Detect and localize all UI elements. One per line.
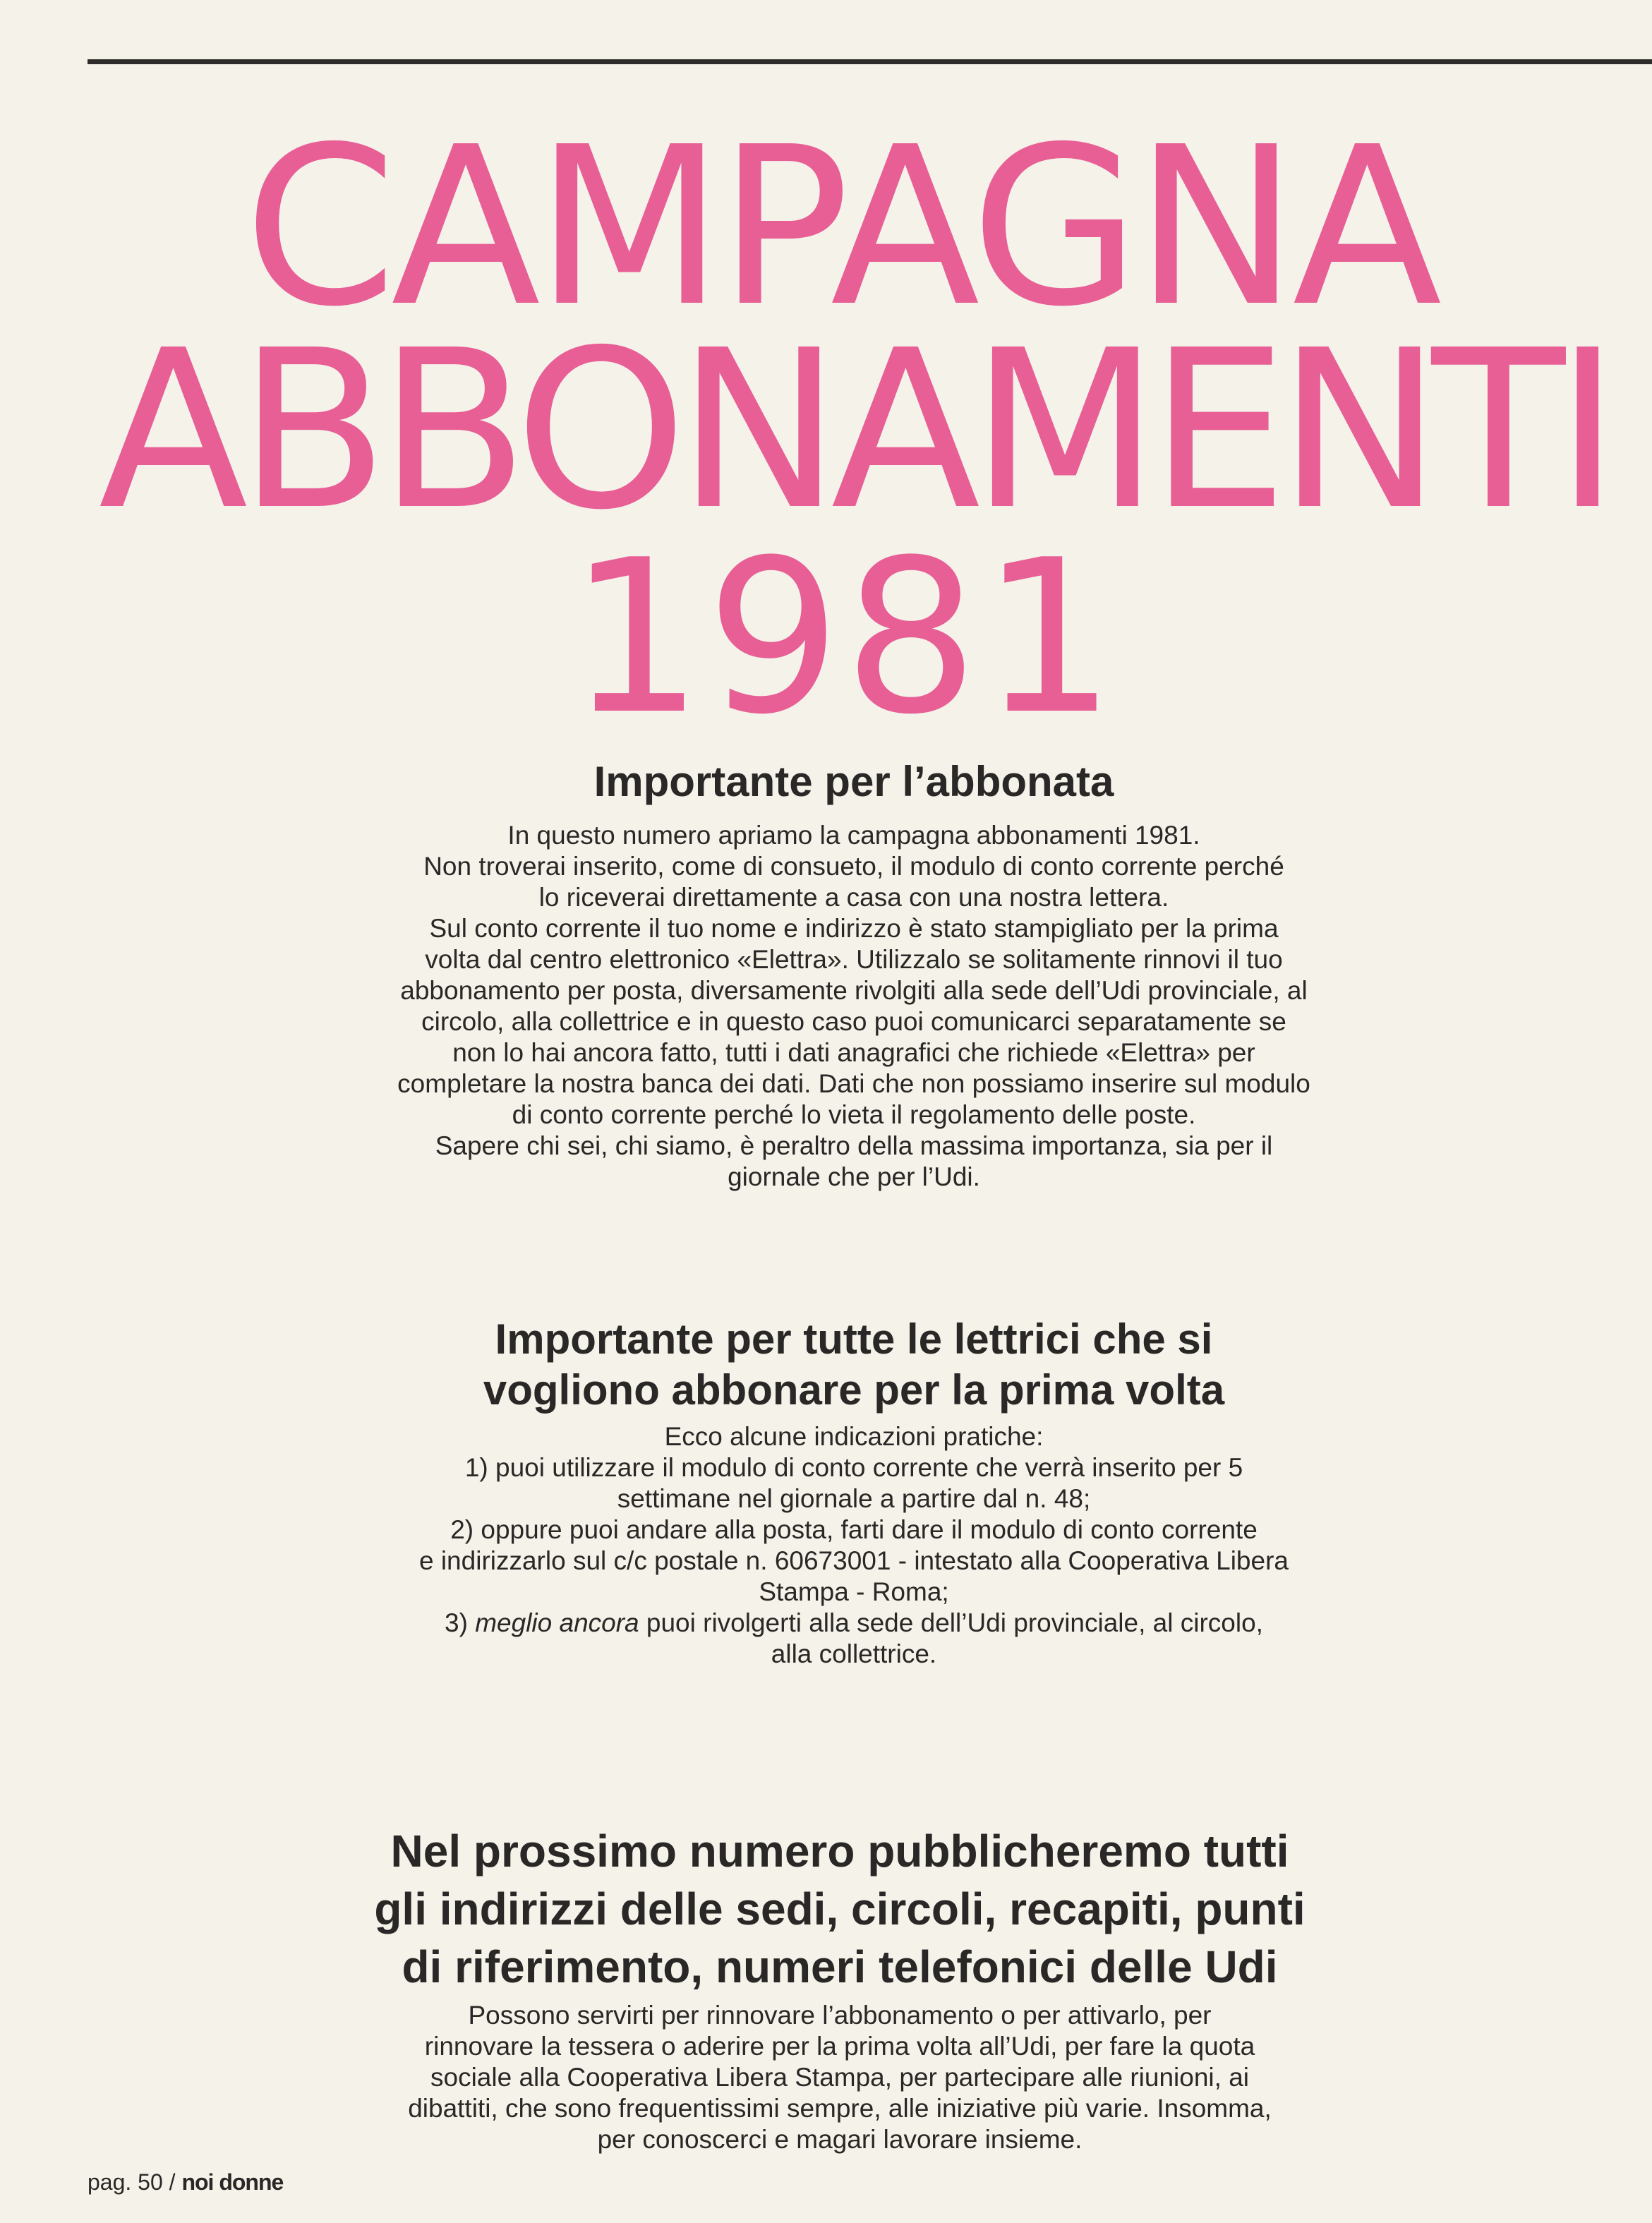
list-item-3-cont: alla collettrice. xyxy=(771,1639,937,1668)
section-prossimo-numero-heading xyxy=(268,1822,1411,1996)
heading-line: gli indirizzi delle sedi, circoli, recapiti, punti xyxy=(374,1884,1306,1934)
text-line: completare la nostra banca dei dati. Dati che non possiamo inserire sul modulo xyxy=(397,1069,1310,1098)
list-item-3 xyxy=(310,1608,1397,1639)
heading-line: vogliono abbonare per la prima volta xyxy=(483,1366,1225,1414)
text-line: circolo, alla collettrice e in questo caso puoi comunicarci separatamente se xyxy=(421,1007,1286,1036)
text-line: rinnovare la tessera o aderire per la prima volta all’Udi, per fare la quota xyxy=(424,2032,1255,2061)
section-prossimo-numero xyxy=(268,1822,1411,2155)
text-line: Sul conto corrente il tuo nome e indirizzo è stato stampigliato per la prima xyxy=(429,914,1279,943)
heading-line: di riferimento, numeri telefonici delle Udi xyxy=(402,1941,1278,1992)
section-abbonata-body xyxy=(310,820,1397,1193)
list-item-3-number: 3) xyxy=(445,1608,476,1637)
text-line: sociale alla Cooperativa Libera Stampa, per partecipare alle riunioni, ai xyxy=(430,2063,1249,2092)
instructions-intro: Ecco alcune indicazioni pratiche: xyxy=(664,1422,1044,1451)
text-line: volta dal centro elettronico «Elettra». Utilizzalo se solitamente rinnovi il tuo xyxy=(425,945,1283,974)
headline-campagna: CAMPAGNA xyxy=(243,100,1437,355)
text-line: di conto corrente perché lo vieta il regolamento delle poste. xyxy=(512,1100,1196,1129)
list-item-2-cont: e indirizzarlo sul c/c postale n. 60673001 - intestato alla Cooperativa Libera xyxy=(418,1546,1289,1575)
page-footer xyxy=(88,2169,283,2195)
section-nuove-lettrici-heading xyxy=(310,1314,1397,1416)
text-line: In questo numero apriamo la campagna abbonamenti 1981. xyxy=(507,821,1200,850)
text-line: Sapere chi sei, chi siamo, è peraltro della massima importanza, sia per il xyxy=(435,1131,1273,1160)
text-line: lo riceverai direttamente a casa con una nostra lettera. xyxy=(538,883,1169,912)
list-item-1-cont: settimane nel giornale a partire dal n. 48; xyxy=(617,1484,1091,1513)
list-item-3-emphasis: meglio ancora xyxy=(475,1608,639,1637)
section-prossimo-numero-body xyxy=(268,2000,1411,2155)
list-item-3-text: puoi rivolgerti alla sede dell’Udi provinciale, al circolo, xyxy=(639,1608,1263,1637)
headline-year: 1981 xyxy=(568,514,1119,761)
section-abbonata-heading: Importante per l’abbonata xyxy=(593,758,1114,805)
list-item-2: 2) oppure puoi andare alla posta, farti dare il modulo di conto corrente xyxy=(450,1515,1258,1544)
list-item-1: 1) puoi utilizzare il modulo di conto corrente che verrà inserito per 5 xyxy=(464,1453,1243,1482)
text-line: Possono servirti per rinnovare l’abbonamento o per attivarlo, per xyxy=(468,2001,1212,2030)
section-abbonata xyxy=(310,757,1397,1193)
top-rule xyxy=(88,59,1652,64)
text-line: abbonamento per posta, diversamente rivolgiti alla sede dell’Udi provinciale, al xyxy=(400,976,1308,1005)
list-item-2-cont: Stampa - Roma; xyxy=(759,1577,949,1606)
headline-abbonamenti: ABBONAMENTI xyxy=(98,303,1610,558)
page-number: pag. 50 / xyxy=(88,2169,182,2195)
text-line: non lo hai ancora fatto, tutti i dati anagrafici che richiede «Elettra» per xyxy=(452,1038,1255,1067)
text-line: per conoscerci e magari lavorare insieme. xyxy=(597,2125,1083,2154)
instructions-list xyxy=(310,1421,1397,1670)
magazine-brand: noi donne xyxy=(181,2169,284,2195)
heading-line: Nel prossimo numero pubblicheremo tutti xyxy=(390,1826,1289,1876)
heading-line: Importante per tutte le lettrici che si xyxy=(495,1315,1213,1363)
section-nuove-lettrici xyxy=(310,1314,1397,1670)
text-line: dibattiti, che sono frequentissimi sempre, alle iniziative più varie. Insomma, xyxy=(408,2094,1272,2123)
text-line: giornale che per l’Udi. xyxy=(728,1162,980,1191)
text-line: Non troverai inserito, come di consueto, il modulo di conto corrente perché xyxy=(423,852,1284,881)
